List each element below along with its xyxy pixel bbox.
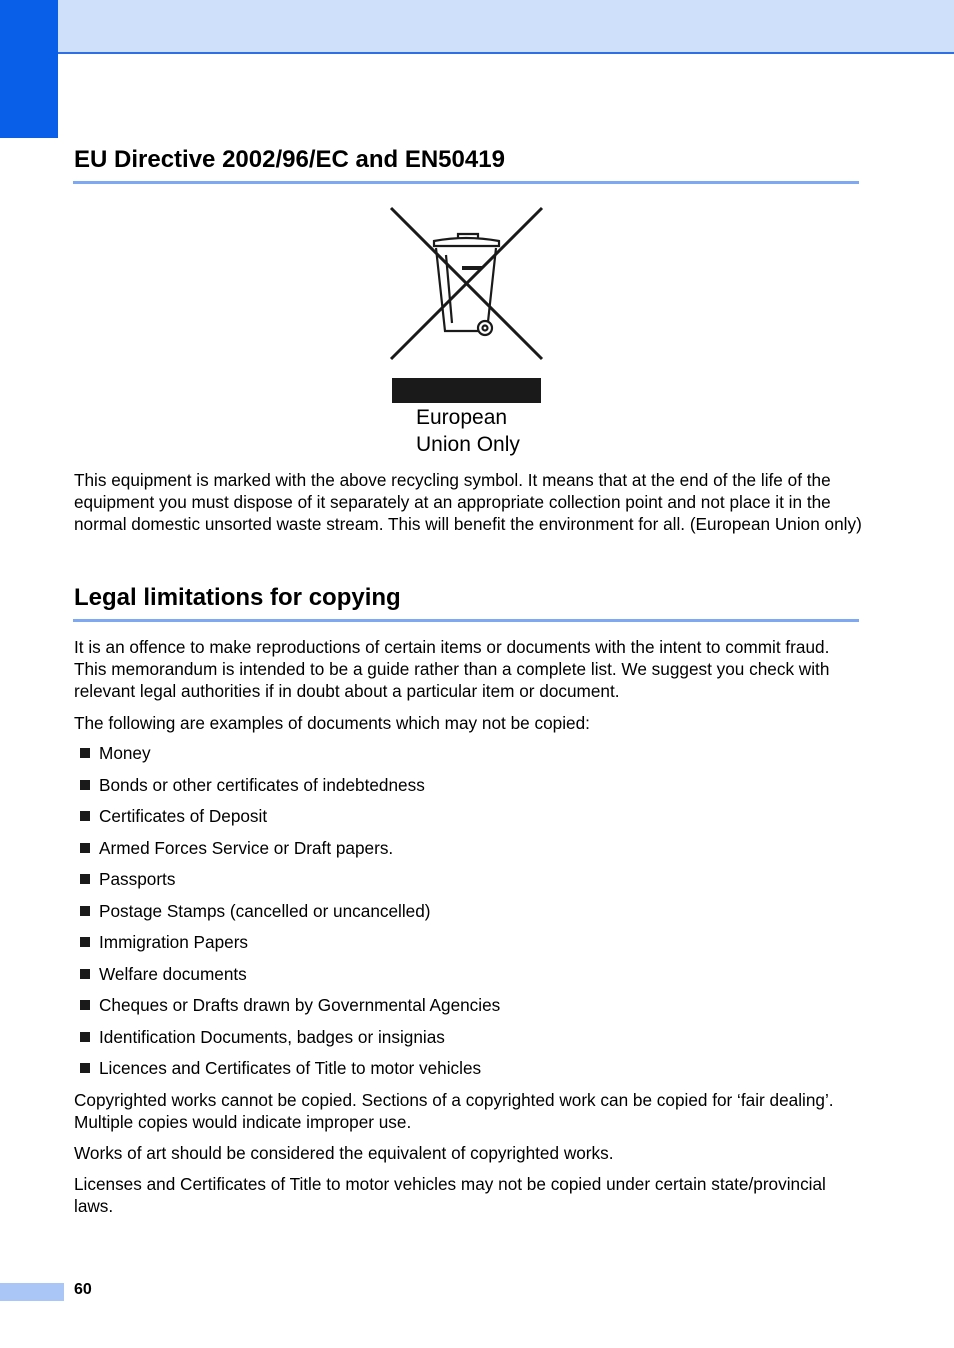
crossed-out-wheelie-bin-icon	[388, 205, 548, 365]
bullet-square-icon	[80, 1000, 90, 1010]
bullet-square-icon	[80, 843, 90, 853]
bullet-square-icon	[80, 1032, 90, 1042]
chapter-tab	[0, 0, 58, 138]
list-item: Cheques or Drafts drawn by Governmental Agencies	[80, 994, 500, 1026]
bullet-square-icon	[80, 874, 90, 884]
footer-band	[0, 1283, 64, 1301]
copyright-paragraph: Copyrighted works cannot be copied. Sections of a copyrighted work can be copied for ‘fair dealing’. Multiple copies would indicate improper use.	[74, 1090, 834, 1133]
page-number: 60	[74, 1281, 92, 1298]
section-heading-eu-directive: EU Directive 2002/96/EC and EN50419	[74, 146, 505, 173]
bullet-square-icon	[80, 969, 90, 979]
heading-rule	[73, 181, 859, 184]
bullet-square-icon	[80, 811, 90, 821]
bullet-square-icon	[80, 748, 90, 758]
art-paragraph: Works of art should be considered the equivalent of copyrighted works.	[74, 1143, 614, 1163]
section-heading-legal-limitations: Legal limitations for copying	[74, 584, 401, 611]
recycling-paragraph: This equipment is marked with the above recycling symbol. It means that at the end of the life of the equipment you must dispose of it separately at an appropriate collection point and not place it in the normal domestic unsorted waste stream. This will benefit the environment for all. (European Union only)	[74, 470, 862, 535]
symbol-caption	[416, 404, 616, 458]
bullet-square-icon	[80, 1063, 90, 1073]
symbol-caption-line1: European	[416, 406, 508, 429]
restricted-documents-list	[80, 742, 500, 1089]
bullet-square-icon	[80, 780, 90, 790]
list-item: Postage Stamps (cancelled or uncancelled)	[80, 900, 500, 932]
list-item: Money	[80, 742, 500, 774]
symbol-bar	[392, 378, 541, 403]
list-item: Licences and Certificates of Title to motor vehicles	[80, 1057, 500, 1089]
list-intro-paragraph: The following are examples of documents which may not be copied:	[74, 713, 590, 733]
bullet-square-icon	[80, 937, 90, 947]
legal-intro-paragraph: It is an offence to make reproductions of certain items or documents with the intent to commit fraud. This memorandum is intended to be a guide rather than a complete list. We suggest you check with relevant legal authorities if in doubt about a particular item or document.	[74, 637, 830, 702]
bullet-square-icon	[80, 906, 90, 916]
list-item: Passports	[80, 868, 500, 900]
list-item: Armed Forces Service or Draft papers.	[80, 837, 500, 869]
list-item: Identification Documents, badges or insignias	[80, 1026, 500, 1058]
list-item: Bonds or other certificates of indebtedness	[80, 774, 500, 806]
list-item: Welfare documents	[80, 963, 500, 995]
list-item: Certificates of Deposit	[80, 805, 500, 837]
header-band	[0, 0, 954, 54]
list-item: Immigration Papers	[80, 931, 500, 963]
heading-rule	[73, 619, 859, 622]
licenses-paragraph: Licenses and Certificates of Title to motor vehicles may not be copied under certain state/provincial laws.	[74, 1174, 826, 1217]
symbol-caption-line2: Union Only	[416, 433, 520, 456]
